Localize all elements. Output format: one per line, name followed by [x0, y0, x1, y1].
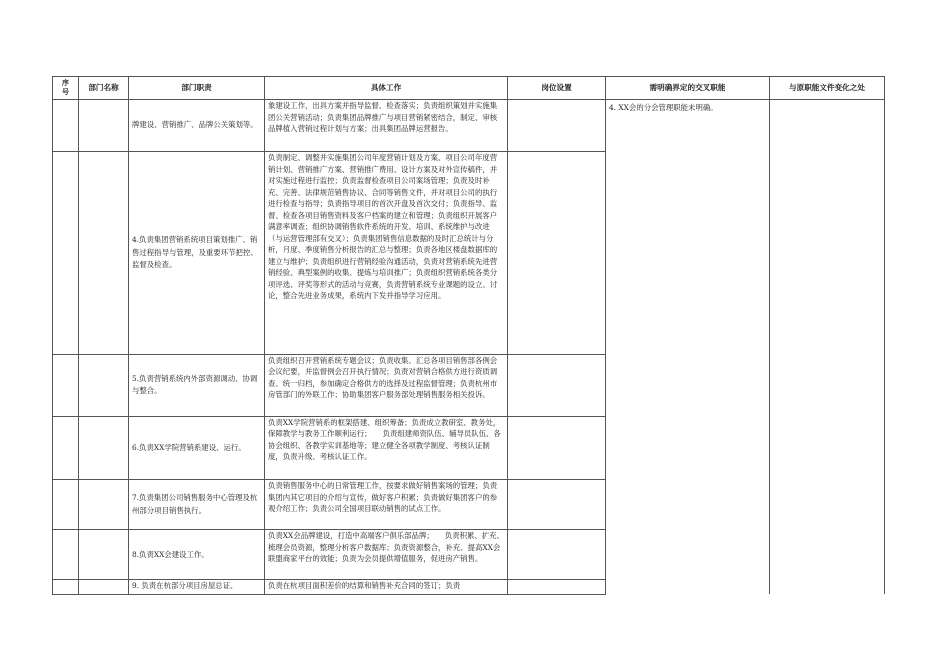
- header-post-setting: 岗位设置: [508, 77, 606, 100]
- table-row: [53, 100, 885, 152]
- work-cell: 负责制定、调整并实施集团公司年度营销计划及方案、项目公司年度营销计划、营销推广方案、营销推广费用、设计方案及对外宣传稿件，并对实施过程进行监控；负责监督检查项目公司案场管理；负责及时补充、完善、法律规范销售协议、合同等销售文件，并对项目公司的执行进行检查与指导；负责指导项目的首次开盘及首次交付；负责指导、监督、检查各项目销售资料及客户档案的建立和管理；负责组织开展客户满意率调查；组织协调销售软件系统的开发、培训、系统维护与改进（与运营管理部有交叉）；负责集团销售信息数据的及时汇总统计与分析，月度、季度销售分析报告的汇总与整理；负责各地区楼盘数据库的建立与维护；负责组织进行营销经验沟通活动，负责对营销系统先进营销经验、典型案例的收集、提炼与培训推广；负责组织营销系统各类分项评选、评奖等形式的活动与竞赛，负责营销系统专业课题的设立、讨论，整合先进业务成果，系统内下发并指导学习应用。: [265, 152, 508, 355]
- post-cell: [508, 580, 606, 594]
- dept-duty-cell: 6.负责XX学院营销系建设、运行。: [129, 416, 265, 479]
- seq-cell: [53, 480, 79, 530]
- dept-name-cell: [79, 416, 129, 479]
- seq-cell: [53, 580, 79, 594]
- post-cell: [508, 530, 606, 580]
- dept-duty-cell: 7.负责集团公司销售服务中心管理及杭州部分项目销售执行。: [129, 480, 265, 530]
- post-cell: [508, 100, 606, 152]
- seq-cell: [53, 100, 79, 152]
- post-cell: [508, 480, 606, 530]
- header-dept-name: 部门名称: [79, 77, 129, 100]
- dept-name-cell: [79, 354, 129, 416]
- dept-duty-cell: 9. 负责在杭部分项目房屋总证、: [129, 580, 265, 594]
- work-cell: 象建设工作，出具方案并指导监督、检查落实；负责组织策划并实施集团公关营销活动；负责集团品牌推广与项目营销紧密结合，制定、审核品牌植入营销过程计划与方案；出具集团品牌运营报告。: [265, 100, 508, 152]
- duty-table: [52, 76, 885, 595]
- seq-cell: [53, 354, 79, 416]
- header-seq: 序号: [53, 77, 79, 100]
- dept-duty-cell: 牌建设、营销推广、品牌公关策划等。: [129, 100, 265, 152]
- work-cell: 负责组织召开营销系统专题会议；负责收集、汇总各项目销售部各例会会议纪要，并监督例会召开执行情况；负责对营销合格供方进行资质调查、统一归档，参加确定合格供方的选择及过程监督管理；负责杭州市房管部门的外联工作；协助集团客户服务部处理销售服务相关投诉。: [265, 354, 508, 416]
- work-cell: 负责销售服务中心的日常管理工作，按要求做好销售案场的管理；负责集团内其它项目的介绍与宣传，做好客户积累；负责做好集团客户的参观介绍工作；负责公司全国项目联动销售的试点工作。: [265, 480, 508, 530]
- dept-name-cell: [79, 480, 129, 530]
- seq-cell: [53, 530, 79, 580]
- dept-name-cell: [79, 580, 129, 594]
- header-changes: 与原职能文件变化之处: [770, 77, 885, 100]
- header-row: [53, 77, 885, 100]
- dept-name-cell: [79, 152, 129, 355]
- header-specific-work: 具体工作: [265, 77, 508, 100]
- post-cell: [508, 152, 606, 355]
- dept-name-cell: [79, 530, 129, 580]
- work-cell: 负责在杭项目面积差价的结算和销售补充合同的签订；负责: [265, 580, 508, 594]
- header-cross-function: 需明确界定的交叉职能: [606, 77, 770, 100]
- dept-duty-cell: 8.负责XX会建设工作。: [129, 530, 265, 580]
- cross-function-cell: 4. XX会的分会管理职能未明确。: [606, 100, 770, 595]
- dept-name-cell: [79, 100, 129, 152]
- seq-cell: [53, 416, 79, 479]
- changes-cell: [770, 100, 885, 595]
- seq-cell: [53, 152, 79, 355]
- work-cell: 负责XX学院营销系的框架搭建、组织筹备；负责成立教研室、教务处，保障教学与教务工作顺利运行； 负责组建师资队伍、辅导员队伍、各协会组织、各教学实训基地等；建立健全各项教学制度、考核认证制度，负责升级、考核认证工作。: [265, 416, 508, 479]
- work-cell: 负责XX会品牌建设，打造中高端客户俱乐部品牌； 负责积累、扩充、梳理会员资源，整理分析客户数据库；负责资源整合，补充、提高XX会联盟商家平台的效能；负责为会员提供增值服务，促进房产销售。: [265, 530, 508, 580]
- duty-table-sheet: [52, 76, 885, 595]
- post-cell: [508, 354, 606, 416]
- dept-duty-cell: 5.负责营销系统内外部资源调动、协调与整合。: [129, 354, 265, 416]
- dept-duty-cell: 4.负责集团营销系统项目策划推广、销售过程指导与管理，及重要环节把控、监督及检查。: [129, 152, 265, 355]
- header-dept-duty: 部门职责: [129, 77, 265, 100]
- post-cell: [508, 416, 606, 479]
